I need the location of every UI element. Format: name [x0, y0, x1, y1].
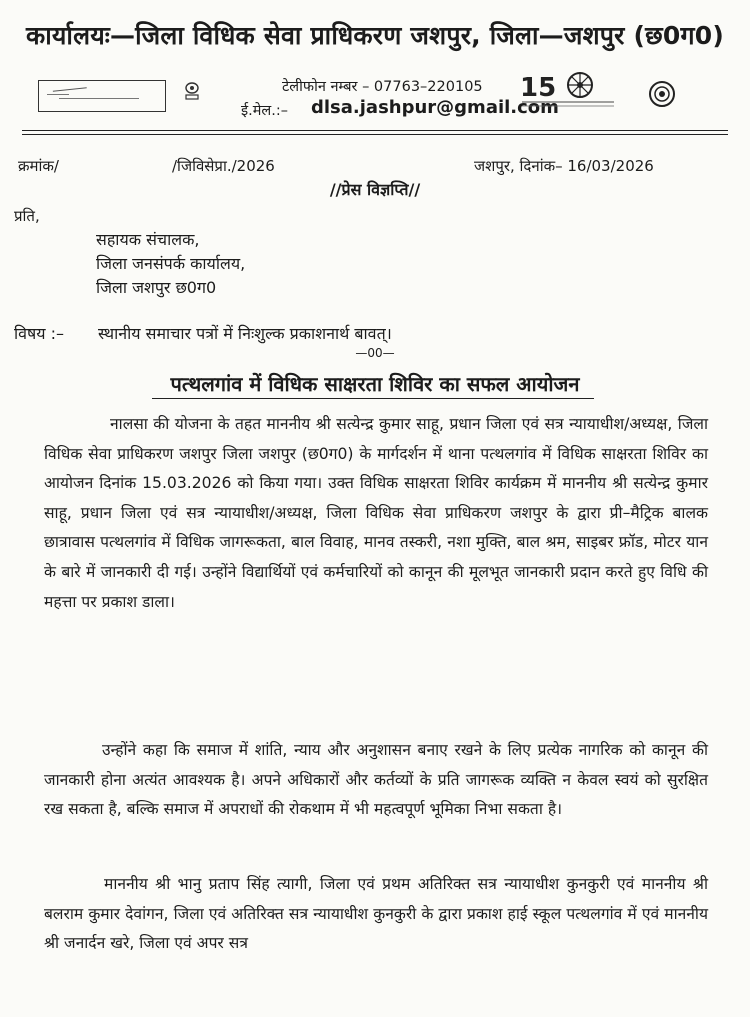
recipient-label: प्रति, [14, 207, 40, 225]
recipient-line-3: जिला जशपुर छ0ग0 [96, 278, 217, 297]
headline-underline [152, 398, 594, 399]
document-date: जशपुर, दिनांक– 16/03/2026 [474, 157, 654, 175]
body-paragraph-3: माननीय श्री भानु प्रताप सिंह त्यागी, जिला एवं प्रथम अतिरिक्त सत्र न्यायाधीश कुनकुरी एवं माननीय श्री बलराम कुमार देवांगन, जिला एवं अतिरिक्त सत्र न्यायाधीश कुनकुरी के द्वारा प्रकाश हाई स्कूल पत्थलगांव में एवं माननीय श्री जनार्दन खरे, जिला एवं अपर सत्र [44, 875, 708, 953]
logo-150-text: 15 [520, 73, 557, 103]
news-headline: पत्थलगांव में विधिक साक्षरता शिविर का सफल आयोजन [170, 372, 580, 396]
body-paragraph-2: उन्होंने कहा कि समाज में शांति, न्याय और अनुशासन बनाए रखने के लिए प्रत्येक नागरिक को कानून की जानकारी होना अत्यंत आवश्यक है। अपने अधिकारों और कर्तव्यों के प्रति जागरूक व्यक्ति न केवल स्वयं को सुरक्षित रख सकता है, बल्कि समाज में अपराधों की रोकथाम में भी महत्वपूर्ण भूमिका निभा सकता है। [44, 741, 708, 819]
header-divider [22, 130, 728, 131]
subject-text: स्थानीय समाचार पत्रों में निःशुल्क प्रकाशनार्थ बावत्। [98, 324, 392, 343]
phone-number: टेलीफोन नम्बर – 07763–220105 [282, 79, 483, 95]
body-paragraph-1: नालसा की योजना के तहत माननीय श्री सत्येन्द्र कुमार साहू, प्रधान जिला एवं सत्र न्यायाधीश/अध्यक्ष, जिला विधिक सेवा प्राधिकरण जशपुर जिला जशपुर (छ0ग0) के मार्गदर्शन में थाना पत्थलगांव में विधिक साक्षरता शिविर का आयोजन दिनांक 15.03.2026 को किया गया। उक्त विधिक साक्षरता शिविर कार्यक्रम में माननीय श्री सत्येन्द्र कुमार साहू, प्रधान जिला एवं सत्र न्यायाधीश/अध्यक्ष, जिला विधिक सेवा प्राधिकरण जशपुर के द्वारा प्री–मैट्रिक बालक छात्रावास पत्थलगांव में विधिक जागरूकता, बाल विवाह, मानव तस्करी, नशा मुक्ति, बाल श्रम, साइबर फ्रॉड, मोटर यान के बारे में जानकारी दी गई। उन्होंने विद्यार्थियों एवं कर्मचारियों को कानून की मूलभूत जानकारी प्रदान करते हुए विधि की महत्ता पर प्रकाश डाला। [44, 415, 708, 611]
logo-caption-line [59, 98, 139, 101]
subject-label: विषय :– [14, 324, 65, 343]
150-years-logo-icon [518, 70, 626, 110]
header-divider-thin [22, 134, 728, 135]
reference-label: क्रमांक/ [18, 157, 59, 175]
seal-emblem-icon [648, 80, 676, 108]
recipient-line-2: जिला जनसंपर्क कार्यालय, [96, 254, 246, 273]
logo-mark-2 [47, 94, 69, 97]
email-address: dlsa.jashpur@gmail.com [311, 97, 559, 118]
press-release-label: //प्रेस विज्ञप्ति// [329, 180, 421, 199]
office-title: कार्यालयः—जिला विधिक सेवा प्राधिकरण जशपुर, जिला—जशपुर (छ0ग0) [26, 21, 724, 50]
email-label: ई.मेल.:– [241, 103, 288, 119]
national-emblem-icon [183, 82, 201, 102]
separator: —00— [355, 346, 395, 360]
reference-number: /जिविसेप्रा./2026 [172, 157, 275, 175]
recipient-line-1: सहायक संचालक, [96, 230, 200, 249]
nalsa-logo [38, 80, 166, 112]
